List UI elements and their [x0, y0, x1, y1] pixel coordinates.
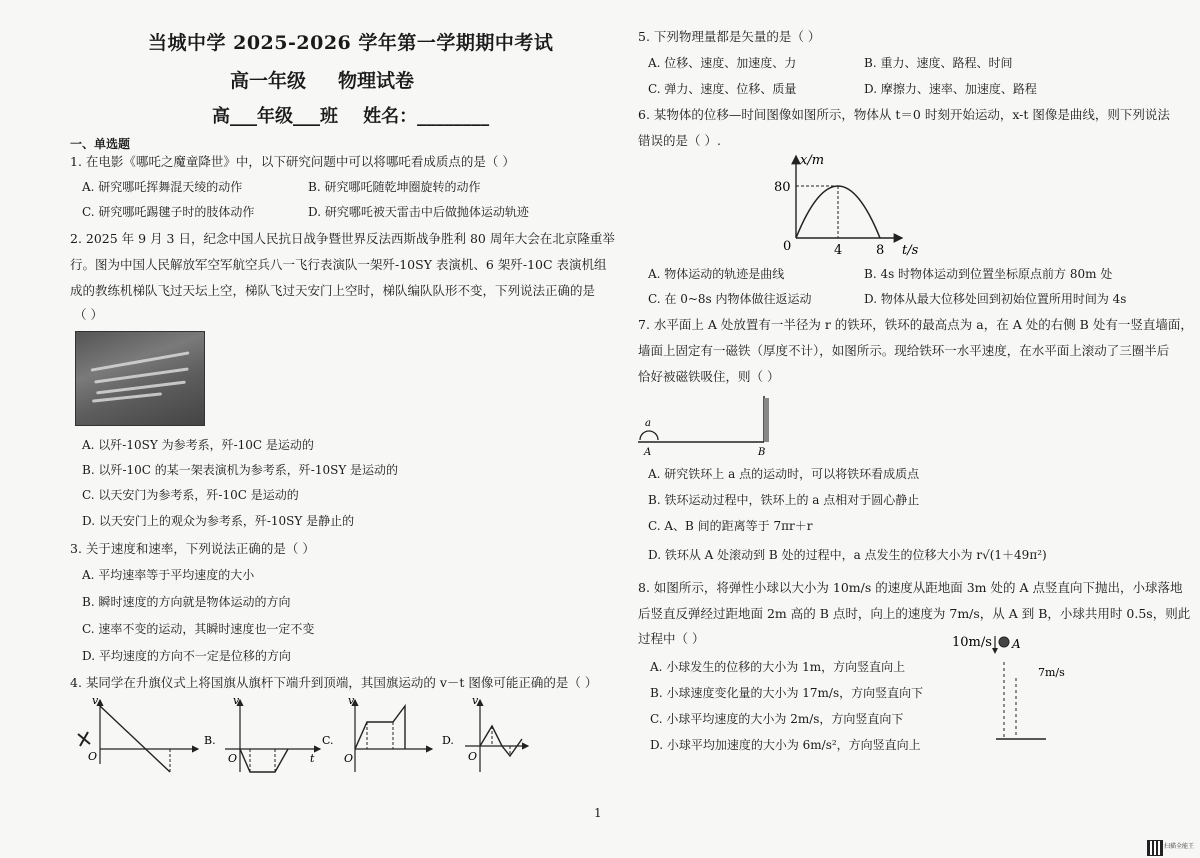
question-7-line-2: 墙面上固定有一磁铁（厚度不计），如图所示。现给铁环一水平速度，在水平面上滚动了三圈半后: [638, 343, 1170, 358]
graph-b-label: B.: [204, 734, 216, 747]
flyover-photo: [75, 331, 205, 426]
question-2-option-d: D. 以天安门上的观众为参考系，歼-10SY 是静止的: [82, 514, 355, 528]
question-6-option-b: B. 4s 时物体运动到位置坐标原点前方 80m 处: [864, 267, 1113, 281]
graph-d: [465, 694, 528, 772]
graph-c-axis-v: v: [348, 694, 355, 707]
question-8-line-3: 过程中（ ）: [638, 631, 705, 646]
question-7-option-d: D. 铁环从 A 处滚动到 B 处的过程中，a 点发生的位移大小为 r√(1＋49π²): [648, 548, 1047, 562]
question-1-option-a: A. 研究哪吒挥舞混天绫的动作: [82, 180, 243, 194]
question-7-option-a: A. 研究铁环上 a 点的运动时，可以将铁环看成质点: [648, 467, 920, 481]
question-6-xt-graph: [770, 150, 930, 262]
question-7-option-b: B. 铁环运动过程中，铁环上的 a 点相对于圆心静止: [648, 493, 920, 507]
xt-tick-0: 0: [783, 239, 792, 254]
section-heading: 一、单选题: [70, 137, 131, 151]
xt-tick-80: 80: [774, 180, 791, 195]
question-1-option-b: B. 研究哪吒随乾坤圈旋转的动作: [308, 180, 481, 194]
student-info-line: 高___年级___班 姓名：________: [212, 106, 490, 127]
question-8-option-d: D. 小球平均加速度的大小为 6m/s²，方向竖直向上: [650, 738, 921, 752]
graph-c: [344, 694, 432, 772]
graph-b-axis-v: v: [233, 694, 240, 707]
question-2-option-c: C. 以天安门为参考系，歼-10C 是运动的: [82, 488, 299, 502]
question-7-line-3: 恰好被磁铁吸住，则（ ）: [638, 369, 780, 384]
question-6-line-1: 6. 某物体的位移—时间图像如图所示，物体从 t＝0 时刻开始运动，x-t 图像是曲线，则下列说法: [638, 107, 1170, 122]
exam-title: 当城中学 2025-2026 学年第一学期期中考试: [148, 32, 554, 54]
xt-tick-4: 4: [834, 243, 843, 258]
graph-a-origin: O: [88, 750, 98, 763]
question-6-option-a: A. 物体运动的轨迹是曲线: [648, 267, 785, 281]
question-8-line-2: 后竖直反弹经过距地面 2m 高的 B 点时，向上的速度为 7m/s，从 A 到 B，小球共用时 0.5s，则此: [638, 606, 1191, 621]
question-3-option-d: D. 平均速度的方向不一定是位移的方向: [82, 649, 291, 663]
question-1-option-c: C. 研究哪吒踢毽子时的肢体动作: [82, 205, 255, 219]
question-6-line-2: 错误的是（ ）.: [638, 133, 721, 148]
question-2-line-3: 成的教练机梯队飞过天坛上空，梯队飞过天安门上空时，梯队编队队形不变，下列说法正确的是: [70, 283, 596, 298]
question-5-option-c: C. 弹力、速度、位移、质量: [648, 82, 797, 96]
question-5-stem: 5. 下列物理量都是矢量的是（ ）: [638, 29, 821, 44]
question-7-figure: [636, 392, 776, 460]
question-2-line-4: （ ）: [74, 307, 103, 322]
question-4-stem: 4. 某同学在升旗仪式上将国旗从旗杆下端升到顶端，其国旗运动的 v－t 图像可能正确的是（ ）: [70, 675, 598, 690]
question-8-option-b: B. 小球速度变化量的大小为 17m/s，方向竖直向下: [650, 686, 924, 700]
graph-b-axis-t: t: [310, 752, 315, 765]
question-2-line-1: 2. 2025 年 9 月 3 日，纪念中国人民抗日战争暨世界反法西斯战争胜利 80 周年大会在北京隆重举: [70, 231, 615, 246]
question-5-option-a: A. 位移、速度、加速度、力: [648, 56, 797, 70]
xt-xlabel: t/s: [902, 243, 919, 258]
graph-c-origin: O: [344, 752, 354, 765]
question-6-option-d: D. 物体从最大位移处回到初始位置所用时间为 4s: [864, 292, 1127, 306]
scanner-logo-icon: [1147, 840, 1163, 856]
grade-heading: 高一年级: [230, 70, 307, 92]
question-3-stem: 3. 关于速度和速率，下列说法正确的是（ ）: [70, 541, 315, 556]
graph-d-axis-v: v: [472, 694, 479, 707]
question-8-option-a: A. 小球发生的位移的大小为 1m，方向竖直向上: [650, 660, 906, 674]
question-8-option-c: C. 小球平均速度的大小为 2m/s，方向竖直向下: [650, 712, 904, 726]
graph-d-label: D.: [442, 734, 454, 747]
q8-label-A: A: [1012, 637, 1021, 651]
question-8-line-1: 8. 如图所示，将弹性小球以大小为 10m/s 的速度从距地面 3m 处的 A 点竖直向下抛出，小球落地: [638, 580, 1183, 595]
paper-heading: 物理试卷: [338, 70, 415, 92]
graph-a-axis-v: v: [92, 694, 99, 707]
question-7-option-c: C. A、B 间的距离等于 7πr＋r: [648, 519, 813, 533]
xt-tick-8: 8: [876, 243, 885, 258]
graph-b-origin: O: [228, 752, 238, 765]
question-7-line-1: 7. 水平面上 A 处放置有一半径为 r 的铁环，铁环的最高点为 a，在 A 处的右侧 B 处有一竖直墙面，: [638, 317, 1193, 332]
question-6-option-c: C. 在 0~8s 内物体做往返运动: [648, 292, 812, 306]
graph-d-origin: O: [468, 750, 478, 763]
page-number: 1: [594, 806, 602, 820]
q8-v2-label: 7m/s: [1038, 666, 1065, 679]
graph-b: [225, 694, 320, 772]
question-3-option-a: A. 平均速率等于平均速度的大小: [82, 568, 255, 582]
question-5-option-d: D. 摩擦力、速率、加速度、路程: [864, 82, 1037, 96]
xt-ylabel: x/m: [800, 153, 825, 168]
question-3-option-c: C. 速率不变的运动，其瞬时速度也一定不变: [82, 622, 315, 636]
question-5-option-b: B. 重力、速度、路程、时间: [864, 56, 1013, 70]
question-2-option-b: B. 以歼-10C 的某一架表演机为参考系，歼-10SY 是运动的: [82, 463, 399, 477]
question-2-option-a: A. 以歼-10SY 为参考系，歼-10C 是运动的: [82, 438, 314, 452]
question-4-graphs: [70, 694, 530, 774]
graph-c-label: C.: [322, 734, 334, 747]
q7-label-a: a: [645, 418, 651, 429]
q7-label-A: A: [644, 447, 652, 458]
q8-v1-label: 10m/s: [952, 635, 992, 650]
q7-label-B: B: [758, 447, 766, 458]
scanner-watermark: 扫描全能王: [1164, 843, 1195, 850]
question-2-line-2: 行。图为中国人民解放军空军航空兵八一飞行表演队一架歼-10SY 表演机、6 架歼-10C 表演机组: [70, 257, 607, 272]
graph-a: [78, 694, 198, 772]
question-3-option-b: B. 瞬时速度的方向就是物体运动的方向: [82, 595, 291, 609]
question-1-stem: 1. 在电影《哪吒之魔童降世》中，以下研究问题中可以将哪吒看成质点的是（ ）: [70, 154, 515, 169]
question-1-option-d: D. 研究哪吒被天雷击中后做抛体运动轨迹: [308, 205, 529, 219]
question-8-figure: [950, 628, 1065, 748]
